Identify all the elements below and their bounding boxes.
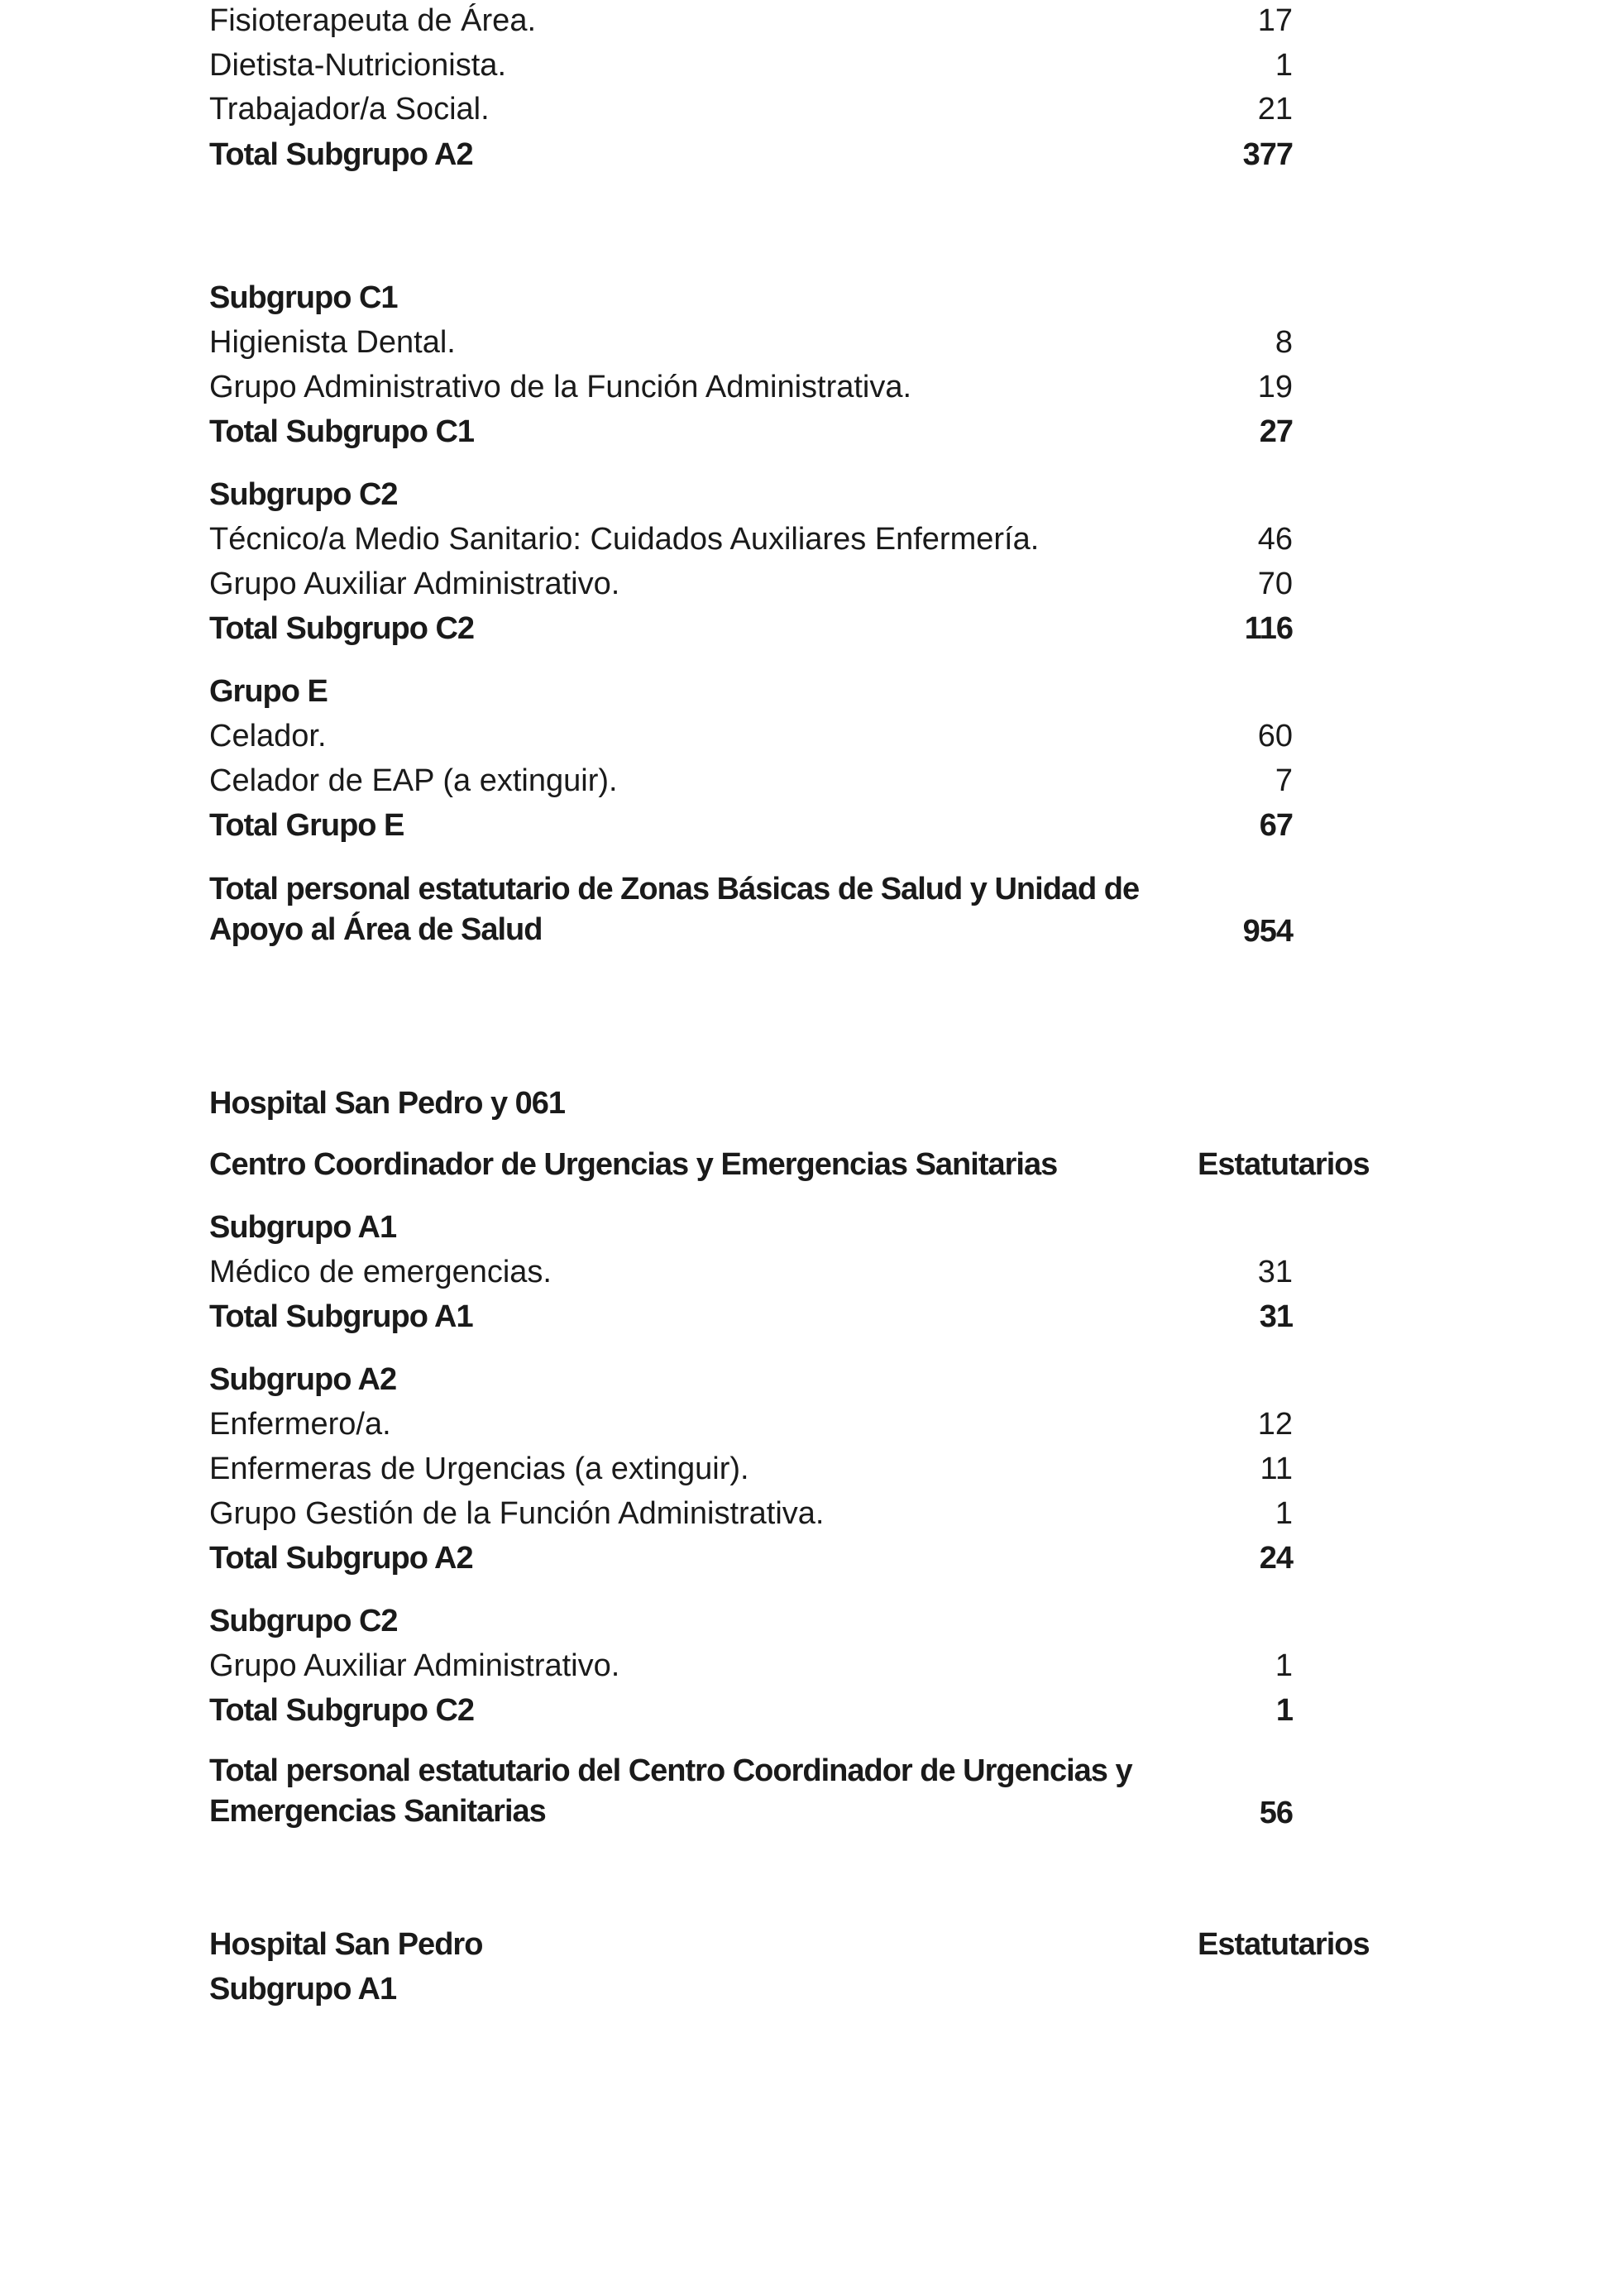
subgroup-title: Subgrupo A1 [209,1210,397,1245]
category-label: Enfermeras de Urgencias (a extinguir). [209,1452,749,1486]
category-label: Celador de EAP (a extinguir). [209,763,618,798]
subgroup-heading [209,668,1607,715]
category-label: Técnico/a Medio Sanitario: Cuidados Auxiliares Enfermería. [209,522,1040,557]
table-row [209,1249,1607,1295]
subgroup-title: Subgrupo A1 [209,1972,397,2007]
grand-total-row [209,869,1607,952]
total-label: Total Subgrupo C1 [209,414,475,449]
category-label: Médico de emergencias. [209,1255,552,1289]
subgroup-title: Subgrupo A2 [209,1362,397,1397]
grand-total-row [209,1751,1607,1834]
table-row [209,1643,1607,1689]
table-row [209,758,1607,804]
table-row [209,1401,1607,1447]
table-row [209,516,1607,562]
category-count: 11 [1260,1452,1293,1486]
subgroup-heading [209,275,1607,321]
total-count: 116 [1244,611,1293,646]
column-header-estatutarios: Estatutarios [1198,1147,1370,1182]
total-row [209,132,1607,178]
category-label: Grupo Administrativo de la Función Administrativa. [209,370,912,404]
table-row [209,0,1607,44]
total-count: 1 [1275,1693,1293,1728]
subgroup-title: Grupo E [209,674,328,709]
center-title: Centro Coordinador de Urgencias y Emergencias Sanitarias [209,1147,1058,1182]
center-header-row [209,1141,1607,1188]
category-count: 70 [1257,567,1293,601]
total-row [209,1687,1607,1734]
column-header-estatutarios: Estatutarios [1198,1927,1370,1962]
table-row [209,713,1607,759]
category-count: 12 [1257,1407,1293,1442]
total-count: 67 [1259,808,1293,843]
category-label: Grupo Auxiliar Administrativo. [209,567,620,601]
table-row [209,561,1607,607]
table-row [209,364,1607,410]
total-label: Total Grupo E [209,808,404,843]
category-label: Trabajador/a Social. [209,92,490,127]
category-label: Celador. [209,719,327,753]
subgroup-heading [209,1598,1607,1644]
subgroup-title: Subgrupo C2 [209,477,398,512]
total-label: Total Subgrupo A1 [209,1299,473,1334]
grand-total-count: 56 [1259,1796,1293,1830]
total-row [209,802,1607,849]
category-count: 31 [1257,1255,1293,1289]
grand-total-label: Total personal estatutario del Centro Coordinador de Urgencias y Emergencias Sanitarias [209,1753,1132,1829]
total-row [209,1294,1607,1340]
total-count: 31 [1259,1299,1293,1334]
category-count: 1 [1275,1648,1293,1683]
total-label: Total Subgrupo A2 [209,137,473,172]
subgroup-title: Subgrupo C1 [209,280,398,315]
subgroup-title: Subgrupo C2 [209,1604,398,1638]
total-count: 24 [1259,1541,1293,1576]
hospital-title: Hospital San Pedro y 061 [209,1086,566,1121]
subgroup-heading [209,1966,1607,2012]
table-row [209,1446,1607,1492]
category-label: Grupo Auxiliar Administrativo. [209,1648,620,1683]
total-row [209,409,1607,455]
total-row [209,1535,1607,1581]
category-count: 19 [1257,370,1293,404]
category-count: 46 [1257,522,1293,557]
grand-total-label: Total personal estatutario de Zonas Básicas de Salud y Unidad de Apoyo al Área de Salud [209,872,1140,947]
subgroup-heading [209,471,1607,518]
total-count: 377 [1242,137,1293,172]
category-label: Higienista Dental. [209,325,456,360]
total-count: 27 [1259,414,1293,449]
subgroup-heading [209,1356,1607,1403]
category-count: 17 [1257,3,1293,38]
table-row [209,86,1607,132]
total-row [209,605,1607,652]
category-count: 1 [1275,1496,1293,1531]
hospital-title: Hospital San Pedro [209,1927,483,1962]
subgroup-heading [209,1204,1607,1251]
category-count: 8 [1275,325,1293,360]
total-label: Total Subgrupo C2 [209,1693,475,1728]
category-count: 1 [1275,48,1293,83]
category-count: 7 [1275,763,1293,798]
section-title [209,1921,1607,1968]
category-label: Dietista-Nutricionista. [209,48,506,83]
category-count: 21 [1257,92,1293,127]
category-label: Enfermero/a. [209,1407,391,1442]
table-row [209,319,1607,366]
total-label: Total Subgrupo C2 [209,611,475,646]
total-label: Total Subgrupo A2 [209,1541,473,1576]
category-count: 60 [1257,719,1293,753]
table-row [209,42,1607,88]
grand-total-count: 954 [1242,914,1293,949]
table-row [209,1490,1607,1537]
category-label: Fisioterapeuta de Área. [209,3,537,38]
section-title [209,1080,1607,1126]
category-label: Grupo Gestión de la Función Administrativa. [209,1496,825,1531]
